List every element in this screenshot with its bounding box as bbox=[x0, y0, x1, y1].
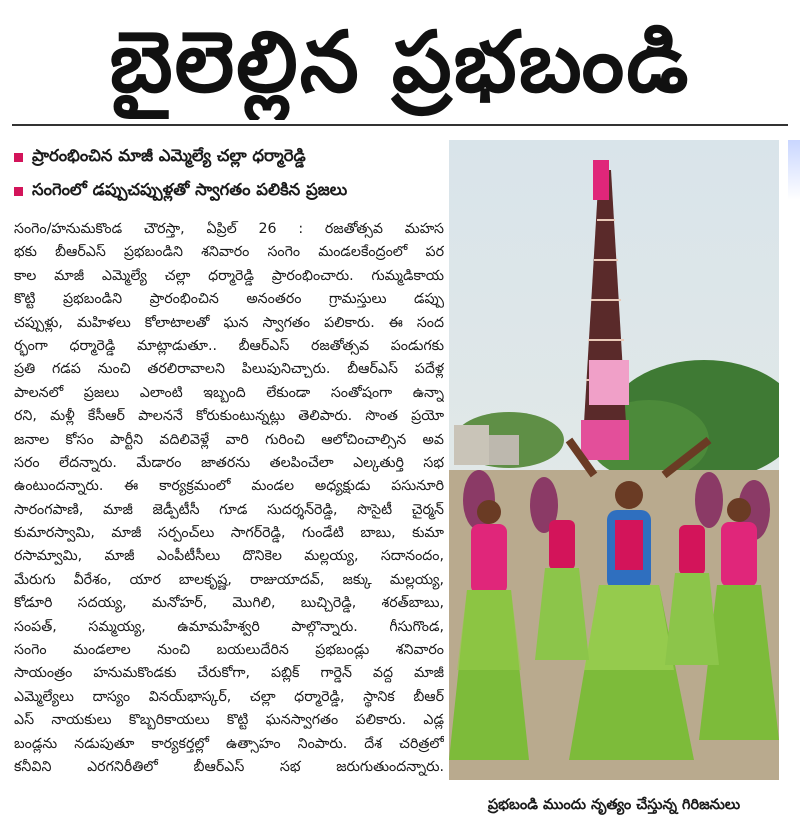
headline: బైలెల్లిన ప్రభబండి bbox=[109, 13, 691, 111]
body-line: రని, మళ్లీ కేసీఆర్ పాలననే కోరుకుంటున్నట్లు తెలిపారు. సొంత ప్రయో bbox=[14, 408, 444, 425]
body-line: జనాల కోసం పార్టీని వదిలివెళ్లే వారి గురించి ఆలోచించాల్సిన అవ bbox=[14, 431, 444, 448]
subhead-text: ప్రారంభించిన మాజీ ఎమ్మెల్యే చల్లా ధర్మారెడ్డి bbox=[32, 145, 306, 165]
body-line: సంపత్, సమ్మయ్య, ఉమామహేశ్వరి పాల్గొన్నారు. గీసుగొండ, bbox=[14, 618, 444, 635]
article-body bbox=[14, 218, 444, 828]
body-line: రసామ్వామి, మాజీ ఎంపీటీసీలు దొనికెల మల్లయ్య, సదానందం, bbox=[14, 548, 444, 565]
body-line: భకు బీఆర్ఎస్ ప్రభబండిని శనివారం సంగెం మండలకేంద్రంలో పర bbox=[14, 244, 444, 261]
body-line: మేరుగు వీరేశం, యార బాలకృష్ణ, రాజుయాదవ్, జక్కు మల్లయ్య, bbox=[14, 571, 444, 588]
body-line: చప్పుళ్లు, మహిళలు కోలాటాలతో ఘన స్వాగతం పలికారు. ఈ సంద bbox=[14, 314, 444, 331]
body-line: సరం లేదన్నారు. మేడారం జాతరను తలపించేలా ఎల్కతుర్తి సభ bbox=[14, 454, 444, 471]
body-line: పాలనలో ప్రజలు ఎలాంటి ఇబ్బంది లేకుండా సంతోషంగా ఉన్నా bbox=[14, 384, 444, 401]
bullet-marker-icon bbox=[14, 153, 23, 162]
body-line: సారంగపాణి, మాజీ జెడ్పీటీసీ గూడ సుదర్శన్‌రెడ్డి, సొసైటీ చైర్మన్ bbox=[14, 501, 444, 518]
headline-rule bbox=[12, 124, 788, 126]
body-line: కుమారస్వామి, మాజీ సర్పంచ్‌లు సాగర్‌రెడ్డి, గుండేటి బాబు, కుమా bbox=[14, 525, 444, 542]
subheads bbox=[14, 142, 444, 210]
body-line: సంగెం మండలాల నుంచి బయలుదేరిన ప్రభబండ్లు శనివారం bbox=[14, 642, 444, 659]
subhead-2 bbox=[14, 176, 444, 206]
body-line: ప్రతి గడప నుంచి తరలిరావాలని పిలుపునిచ్చారు. బీఆర్ఎస్ పదేళ్ల bbox=[14, 361, 444, 378]
body-line: ఉంటుందన్నారు. ఈ కార్యక్రమంలో మండల అధ్యక్షుడు పసునూరి bbox=[14, 478, 444, 495]
body-line: ర్భంగా ధర్మారెడ్డి మాట్లాడుతూ.. బీఆర్ఎస్ రజతోత్సవ పండుగకు bbox=[14, 337, 444, 354]
news-photo bbox=[449, 140, 779, 780]
adjacent-column-edge bbox=[788, 140, 800, 200]
flag-icon bbox=[593, 160, 609, 200]
body-line: ఎమ్మెల్యేలు దాస్యం వినయ్‌భాస్కర్, చల్లా ధర్మారెడ్డి, స్థానిక బీఆర్ bbox=[14, 688, 444, 705]
subhead-text: సంగెంలో డప్పుచప్పుళ్లతో స్వాగతం పలికిన ప్రజలు bbox=[32, 179, 348, 199]
body-line: కనీవిని ఎరగనిరీతిలో బీఆర్ఎస్ సభ జరుగుతుందన్నారు. bbox=[14, 758, 444, 775]
photo-caption: ప్రభబండి ముందు నృత్యం చేస్తున్న గిరిజనులు bbox=[487, 797, 741, 813]
body-line: కాల మాజీ ఎమ్మెల్యే చల్లా ధర్మారెడ్డి ప్రారంభించారు. గుమ్మడికాయ bbox=[14, 267, 444, 284]
subhead-1 bbox=[14, 142, 444, 172]
bullet-marker-icon bbox=[14, 187, 23, 196]
body-line: కొట్టి ప్రభబండిని ప్రారంభించిన అనంతరం గ్రామస్తులు డప్పు bbox=[14, 291, 444, 308]
body-line: కోడూరి సదయ్య, మనోహర్, మొగిలి, బుచ్చిరెడ్డి, శరత్‌బాబు, bbox=[14, 595, 444, 612]
body-line: బండ్లను నడుపుతూ కార్యకర్తల్లో ఉత్సాహం నింపారు. దేశ చరిత్రలో bbox=[14, 735, 444, 752]
body-line: సంగెం/హనుమకొండ చౌరస్తా, ఏప్రిల్ 26 : రజతోత్సవ మహస bbox=[14, 221, 444, 237]
photo-illustration bbox=[449, 140, 779, 780]
body-line: సాయంత్రం హనుమకొండకు చేరుకోగా, పబ్లిక్ గార్డెన్ వద్ద మాజీ bbox=[14, 665, 444, 682]
body-line: ఎస్ నాయకులు కొబ్బరికాయలు కొట్టి ఘనస్వాగతం పలికారు. ఎడ్ల bbox=[14, 712, 444, 729]
